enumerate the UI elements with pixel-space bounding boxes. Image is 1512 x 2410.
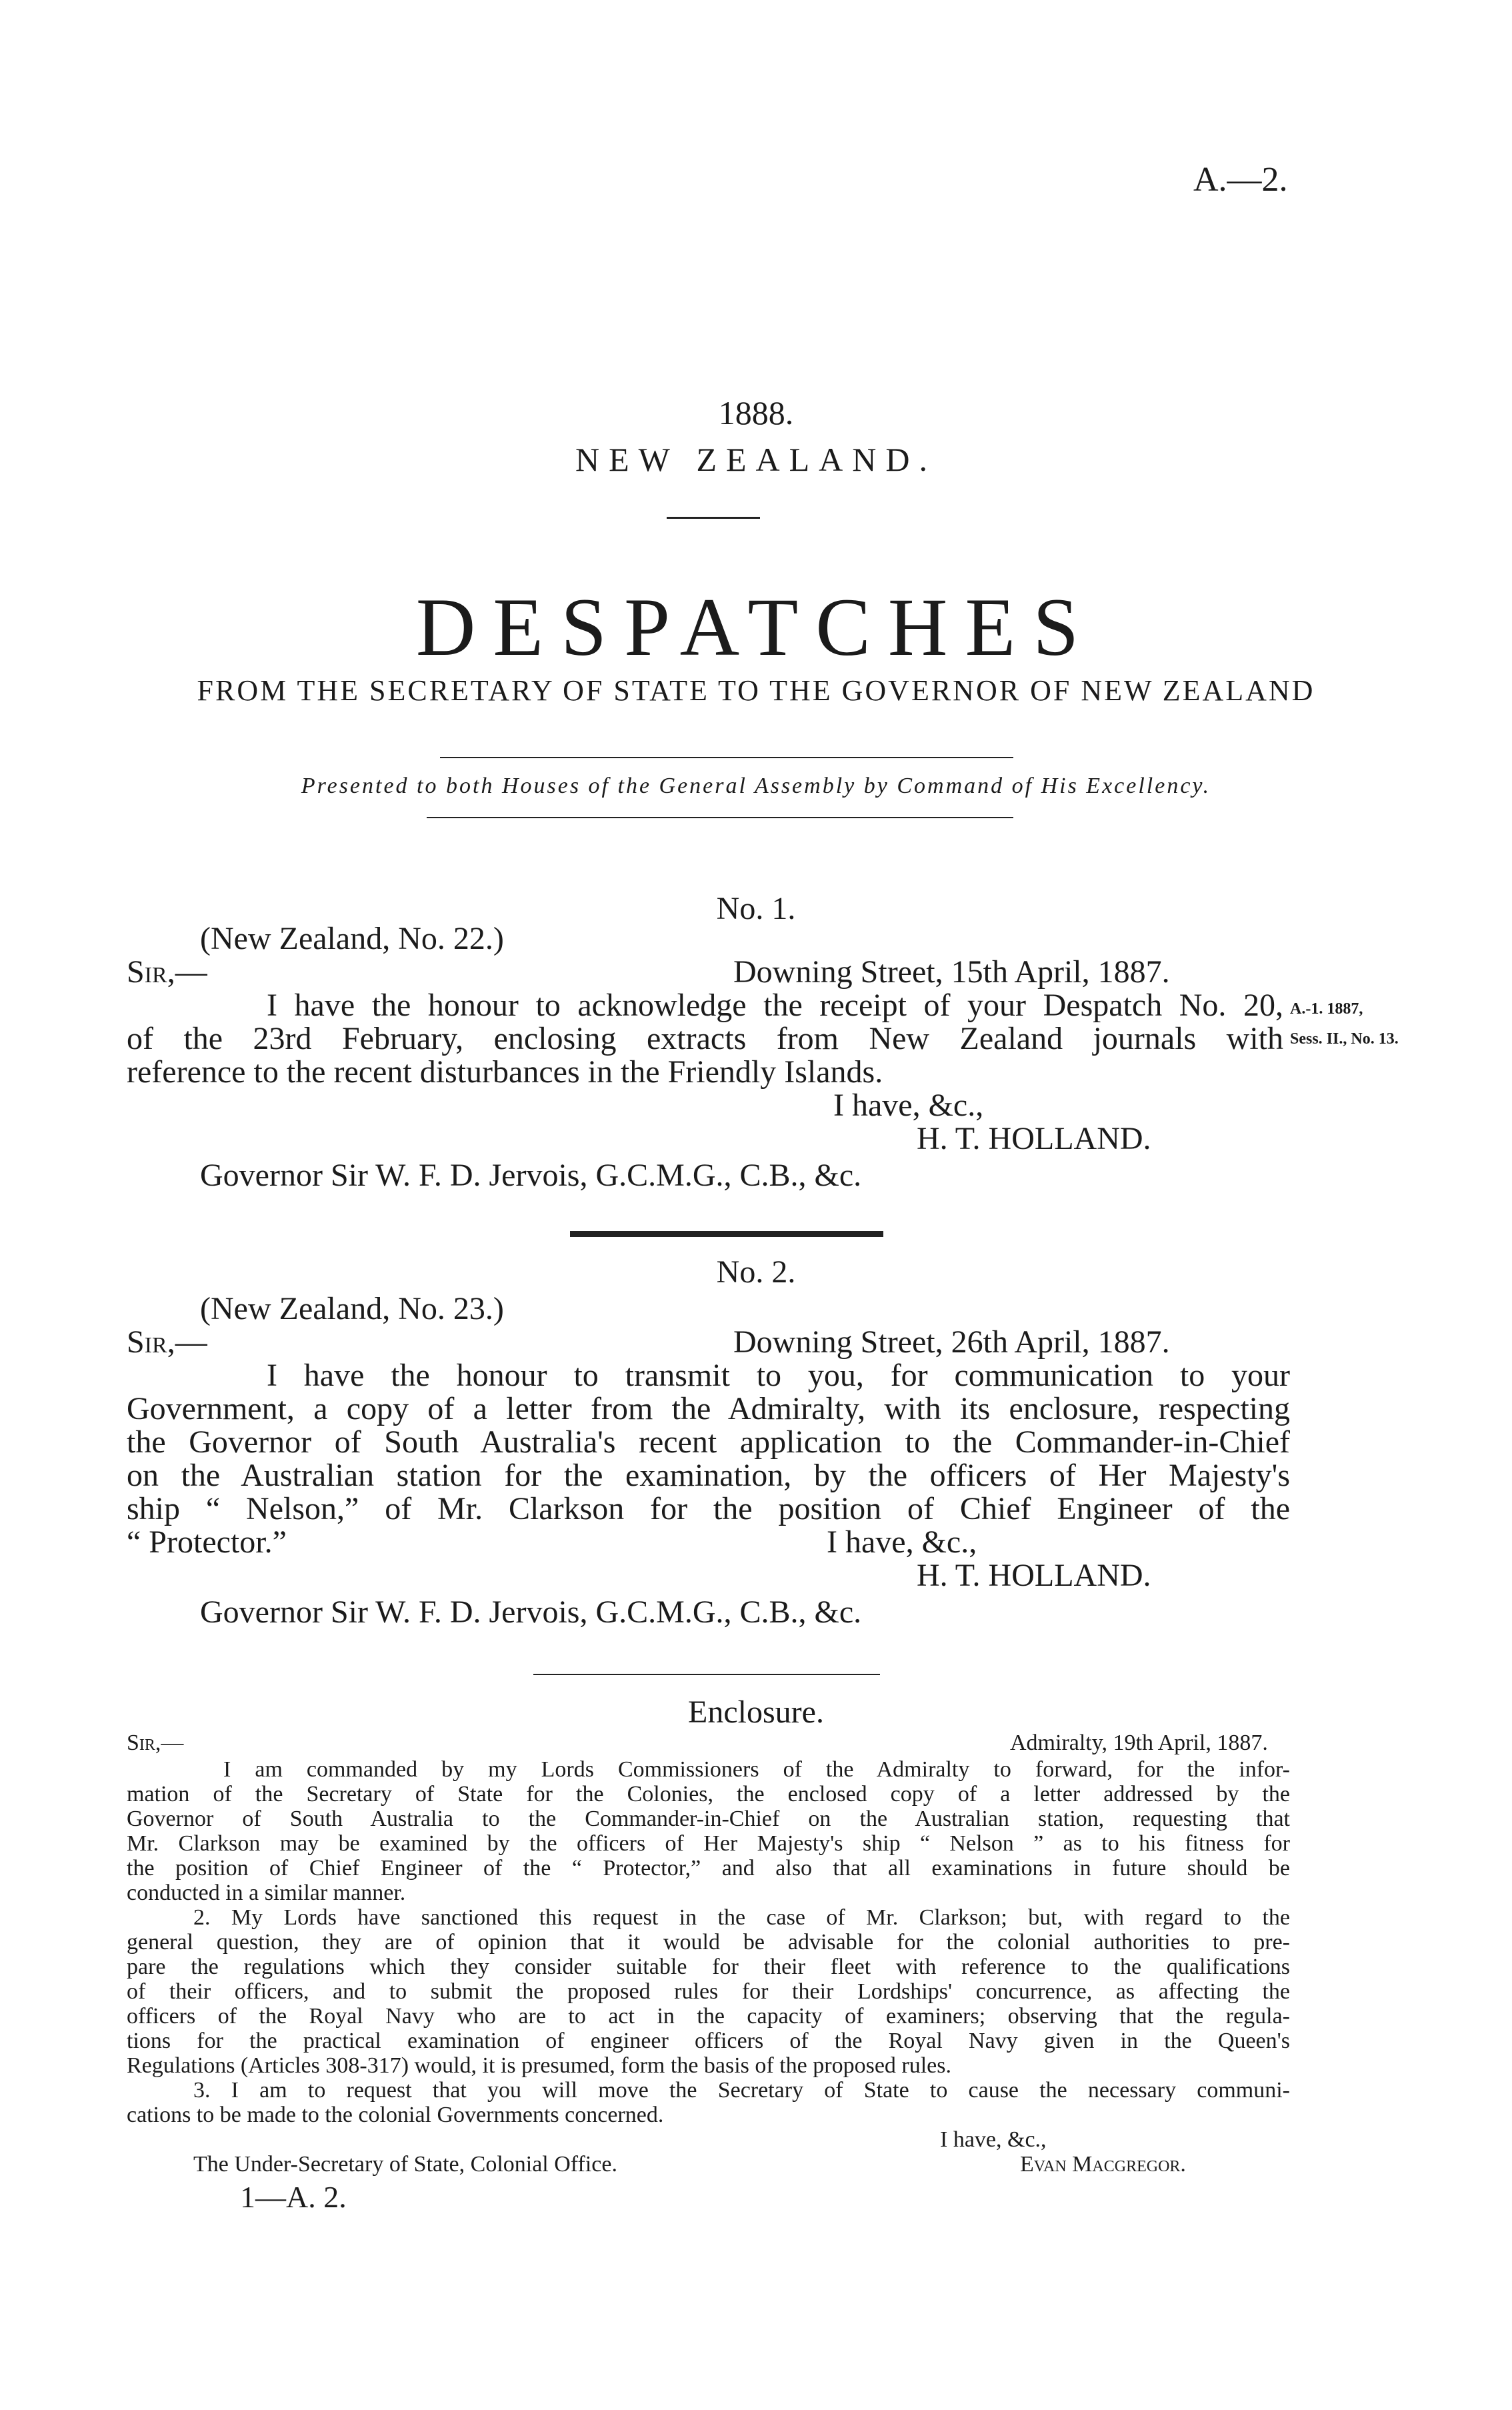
- despatch-2-reference: (New Zealand, No. 23.): [200, 1291, 504, 1326]
- despatch-2-line-5: ship “ Nelson,” of Mr. Clarkson for the position of Chief Engineer of the: [127, 1491, 1290, 1526]
- despatch-2-place-date: Downing Street, 26th April, 1887.: [733, 1324, 1170, 1360]
- page-reference: A.—2.: [1193, 161, 1288, 199]
- enclosure-line-6: conducted in a similar manner.: [127, 1881, 406, 1905]
- enclosure-line-3: Governor of South Australia to the Commander-in-Chief on the Australian station, requesting that: [127, 1806, 1290, 1831]
- despatch-divider: [570, 1231, 883, 1237]
- enclosure-salutation: Sir,—: [127, 1730, 184, 1755]
- despatch-1-reference: (New Zealand, No. 22.): [200, 921, 504, 956]
- enclosure-line-1: I am commanded by my Lords Commissioners of the Admiralty to forward, for the infor-: [223, 1757, 1290, 1782]
- enclosure-line-15: cations to be made to the colonial Governments concerned.: [127, 2103, 664, 2127]
- despatch-1-closing: I have, &c.,: [833, 1088, 984, 1123]
- enclosure-addressee: The Under-Secretary of State, Colonial Office.: [193, 2152, 617, 2177]
- despatch-2-line-2: Government, a copy of a letter from the Admiralty, with its enclosure, respecting: [127, 1391, 1290, 1426]
- despatch-1-line-2: of the 23rd February, enclosing extracts from New Zealand journals with: [127, 1021, 1283, 1056]
- despatch-2-line-4: on the Australian station for the examination, by the officers of Her Majesty's: [127, 1458, 1290, 1493]
- enclosure-line-2: mation of the Secretary of State for the Colonies, the enclosed copy of a letter addressed by the: [127, 1782, 1290, 1806]
- document-subtitle: FROM THE SECRETARY OF STATE TO THE GOVERNOR OF NEW ZEALAND: [197, 674, 1315, 707]
- enclosure-signature: Evan Macgregor.: [1020, 2152, 1186, 2177]
- enclosure-line-8: general question, they are of opinion that it would be advisable for the colonial authorities to pre-: [127, 1930, 1290, 1955]
- despatch-1-line-1: I have the honour to acknowledge the receipt of your Despatch No. 20,: [267, 988, 1283, 1023]
- enclosure-heading: Enclosure.: [688, 1694, 824, 1730]
- enclosure-line-9: pare the regulations which they consider suitable for their fleet with reference to the qualifications: [127, 1955, 1290, 1979]
- enclosure-line-13: Regulations (Articles 308-317) would, it is presumed, form the basis of the proposed rules.: [127, 2053, 951, 2078]
- enclosure-line-14: 3. I am to request that you will move the Secretary of State to cause the necessary communi-: [193, 2078, 1290, 2103]
- enclosure-line-10: of their officers, and to submit the proposed rules for their Lordships' concurrence, as affecting the: [127, 1979, 1290, 2004]
- despatch-1-addressee: Governor Sir W. F. D. Jervois, G.C.M.G., C.B., &c.: [200, 1158, 862, 1193]
- enclosure-line-12: tions for the practical examination of engineer officers of the Royal Navy given in the Queen's: [127, 2029, 1290, 2053]
- presented-rule-top: [440, 757, 1013, 758]
- document-title: DESPATCHES: [415, 581, 1097, 673]
- enclosure-line-5: the position of Chief Engineer of the “ Protector,” and also that all examinations in future should be: [127, 1856, 1290, 1881]
- despatch-2-addressee: Governor Sir W. F. D. Jervois, G.C.M.G., C.B., &c.: [200, 1594, 862, 1630]
- enclosure-place-date: Admiralty, 19th April, 1887.: [1010, 1730, 1268, 1755]
- despatch-1-place-date: Downing Street, 15th April, 1887.: [733, 954, 1170, 990]
- signature-mark: 1—A. 2.: [240, 2180, 347, 2214]
- despatch-2-line-3: the Governor of South Australia's recent application to the Commander-in-Chief: [127, 1424, 1290, 1460]
- despatch-2-number: No. 2.: [716, 1254, 796, 1290]
- presented-rule-bottom: [427, 817, 1013, 818]
- despatch-2-line-1: I have the honour to transmit to you, for communication to your: [267, 1358, 1290, 1393]
- despatch-1-signature: H. T. HOLLAND.: [917, 1121, 1151, 1156]
- despatch-2-signature: H. T. HOLLAND.: [917, 1558, 1151, 1593]
- header-divider-short: [667, 517, 760, 519]
- despatch-2-line-6: “ Protector.”: [127, 1524, 287, 1560]
- enclosure-divider: [533, 1674, 880, 1675]
- despatch-2-salutation: Sir,—: [127, 1324, 207, 1360]
- country: NEW ZEALAND.: [575, 441, 937, 478]
- despatch-2-closing: I have, &c.,: [827, 1524, 977, 1560]
- enclosure-closing: I have, &c.,: [940, 2127, 1047, 2152]
- presented-line: Presented to both Houses of the General Assembly by Command of His Excellency.: [301, 774, 1211, 798]
- despatch-1-salutation: Sir,—: [127, 954, 207, 990]
- despatch-1-number: No. 1.: [716, 891, 796, 926]
- enclosure-line-4: Mr. Clarkson may be examined by the officers of Her Majesty's ship “ Nelson ” as to his fitness for: [127, 1831, 1290, 1856]
- enclosure-line-11: officers of the Royal Navy who are to act in the capacity of examiners; observing that the regula-: [127, 2004, 1290, 2029]
- despatch-1-margin-note-2: Sess. II., No. 13.: [1290, 1030, 1399, 1048]
- year: 1888.: [718, 394, 794, 431]
- enclosure-line-7: 2. My Lords have sanctioned this request in the case of Mr. Clarkson; but, with regard to the: [193, 1905, 1290, 1930]
- despatch-1-margin-note-1: A.-1. 1887,: [1290, 1000, 1363, 1018]
- despatch-1-line-3: reference to the recent disturbances in the Friendly Islands.: [127, 1054, 883, 1090]
